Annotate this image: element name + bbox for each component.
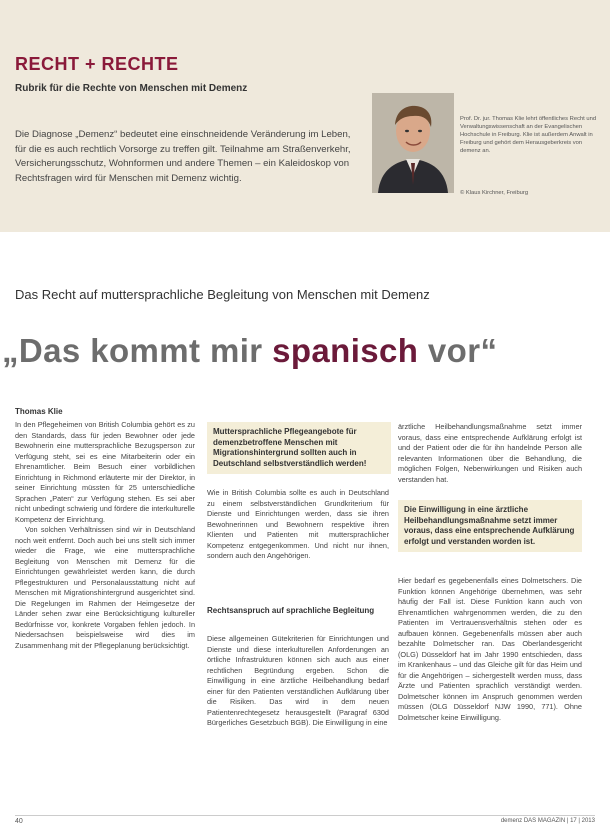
- portrait-image: [372, 93, 454, 193]
- body-paragraph: Diese allgemeinen Gütekriterien für Einrichtungen und Dienste und diese interkulturellen Anforderungen an örtliche Infrastrukturen können sich auch aus einer rechtlichen Begründung ergeben. Schon die Einwilligung in eine ärztliche Heilbehandlung bedarf einer für den Patienten verständlichen Aufklärung über die Risiken. Das wird in dem neuen Patientenrechtegesetz herausgestellt (Paragraf 630d Bürgerliches Gesetzbuch BGB). Die Einwilligung in eine: [207, 634, 389, 727]
- article-byline: Thomas Klie: [15, 407, 63, 416]
- magazine-footer: demenz DAS MAGAZIN | 17 | 2013: [500, 818, 595, 824]
- pull-quote: Muttersprachliche Pflegeangebote für demenzbetroffene Menschen mit Migrationshintergrund sollten auch in Deutschland selbstverständlich werden!: [207, 422, 391, 474]
- article-column-3-continued: [398, 576, 582, 723]
- article-column-2: [207, 488, 389, 562]
- article-column-2-continued: [207, 634, 389, 729]
- body-paragraph: Wie in British Columbia sollte es auch in Deutschland zu einem selbstverständlichen Grundkriterium für Dienste und Einrichtungen werden, dass sie ihren Bewohnerinnen und Bewohnern respektive ihren Klienten und Patienten mit muttersprachlicher Kompetenz entgegenkommen. Und nicht nur ihnen, sondern auch den Angehörigen.: [207, 488, 389, 560]
- article-kicker: Das Recht auf muttersprachliche Begleitung von Menschen mit Demenz: [15, 287, 430, 302]
- article-column-3: [398, 422, 582, 485]
- body-paragraph: Hier bedarf es gegebenenfalls eines Dolmetschers. Die Funktion können Angehörige übernehmen, was sehr häufig der Fall ist. Diese Funktion kann auch von Ehrenamtlichen wahrgenommen werden, die zu den Patienten im Vertrauensverhältnis stehen oder es aufbauen können. Gegebenenfalls müssen aber auch bezahlte Dolmetscher ran. Das Oberlandesgericht (OLG) Düsseldorf hat im Jahr 1990 entschieden, dass im Krankenhaus – und das Gleiche gilt für das Heim und für die Angehörigen – sichergestellt werden muss, dass Ärzte und Patienten sprachlich verständigt werden. Dolmetscher können im Anspruch genommen werden müssen (OLG Düsseldorf NJW 1990, 771). Ohne Dolmetscher keine Einwilligung.: [398, 576, 582, 722]
- pull-quote: Die Einwilligung in eine ärztliche Heilbehandlungsmaßnahme setzt immer voraus, dass eine entsprechende Aufklärung erfolgt und verstanden worden ist.: [398, 500, 582, 552]
- rubric-subtitle: Rubrik für die Rechte von Menschen mit Demenz: [15, 83, 248, 94]
- author-photo: [372, 93, 454, 193]
- footer-divider: [15, 815, 595, 816]
- page-number: 40: [15, 818, 23, 825]
- headline-part-1: „Das kommt mir: [2, 332, 273, 369]
- rubric-title: RECHT + RECHTE: [15, 54, 179, 74]
- body-paragraph: In den Pflegeheimen von British Columbia gehört es zu den Standards, dass für jeden Bewohner oder jede Bewohnerin eine muttersprachliche Bezugsperson zur Verfügung steht, sei es eine Mitarbeiterin oder ein Ehrenamtlicher. Beim Besuch einer vorbildlichen Einrichtung in Richmond erläuterte mir der Direktor, in seiner Einrichtung müssten für 25 unterschiedliche Sprachen „Paten“ zur Verfügung stehen. Es sei aber nicht unbedingt schwierig und fördere die interkulturelle Kompetenz der Einrichtung.: [15, 420, 195, 524]
- headline-part-2: vor“: [418, 332, 498, 369]
- article-column-1: [15, 420, 195, 651]
- article-headline: [2, 332, 497, 370]
- author-bio: Prof. Dr. jur. Thomas Klie lehrt öffentliches Recht und Verwaltungswissenschaft an der Evangelischen Hochschule in Freiburg. Klie ist außerdem Anwalt in Freiburg und gehört dem Herausgeberkreis von demenz an.: [460, 116, 597, 155]
- section-subheading: Rechtsanspruch auf sprachliche Begleitung: [207, 606, 375, 615]
- headline-highlight: spanisch: [272, 332, 419, 369]
- body-paragraph: ärztliche Heilbehandlungsmaßnahme setzt immer voraus, dass eine entsprechende Aufklärung erfolgt ist und der Patient oder die für ihn handelnde Person alle relevanten Informationen über die Behandlung, die möglichen Folgen, Nebenwirkungen und Risiken auch verstanden hat.: [398, 422, 582, 484]
- photo-credit: © Klaus Kirchner, Freiburg: [460, 190, 529, 196]
- rubric-intro-text: Die Diagnose „Demenz“ bedeutet eine einschneidende Veränderung im Leben, für die es auch rechtlich Vorsorge zu treffen gilt. Teilnahme am Straßenverkehr, Versicherungsschutz, Wohnformen und andere Themen – ein Kaleidoskop von Rechtsfragen wird für Menschen mit Demenz wichtig.: [15, 129, 351, 184]
- body-paragraph: Von solchen Verhältnissen sind wir in Deutschland noch weit entfernt. Doch auch bei uns stellt sich immer wieder die Frage, wie eine muttersprachliche Begleitung von Menschen mit Demenz für die Einrichtungen gewährleistet werden kann, die durch Pflegestrukturen und Personalausstattung nicht auf Menschen mit Migrationshintergrund ausgerichtet sind. Die Regelungen im Rahmen der Heimgesetze der Länder sehen zwar eine Berücksichtigung kultureller Bedürfnisse vor, konkrete Vorgaben fehlen jedoch. In Niedersachsen beispielsweise wird dies im Zusammenhang mit der Pflegeplanung berücksichtigt.: [15, 525, 195, 650]
